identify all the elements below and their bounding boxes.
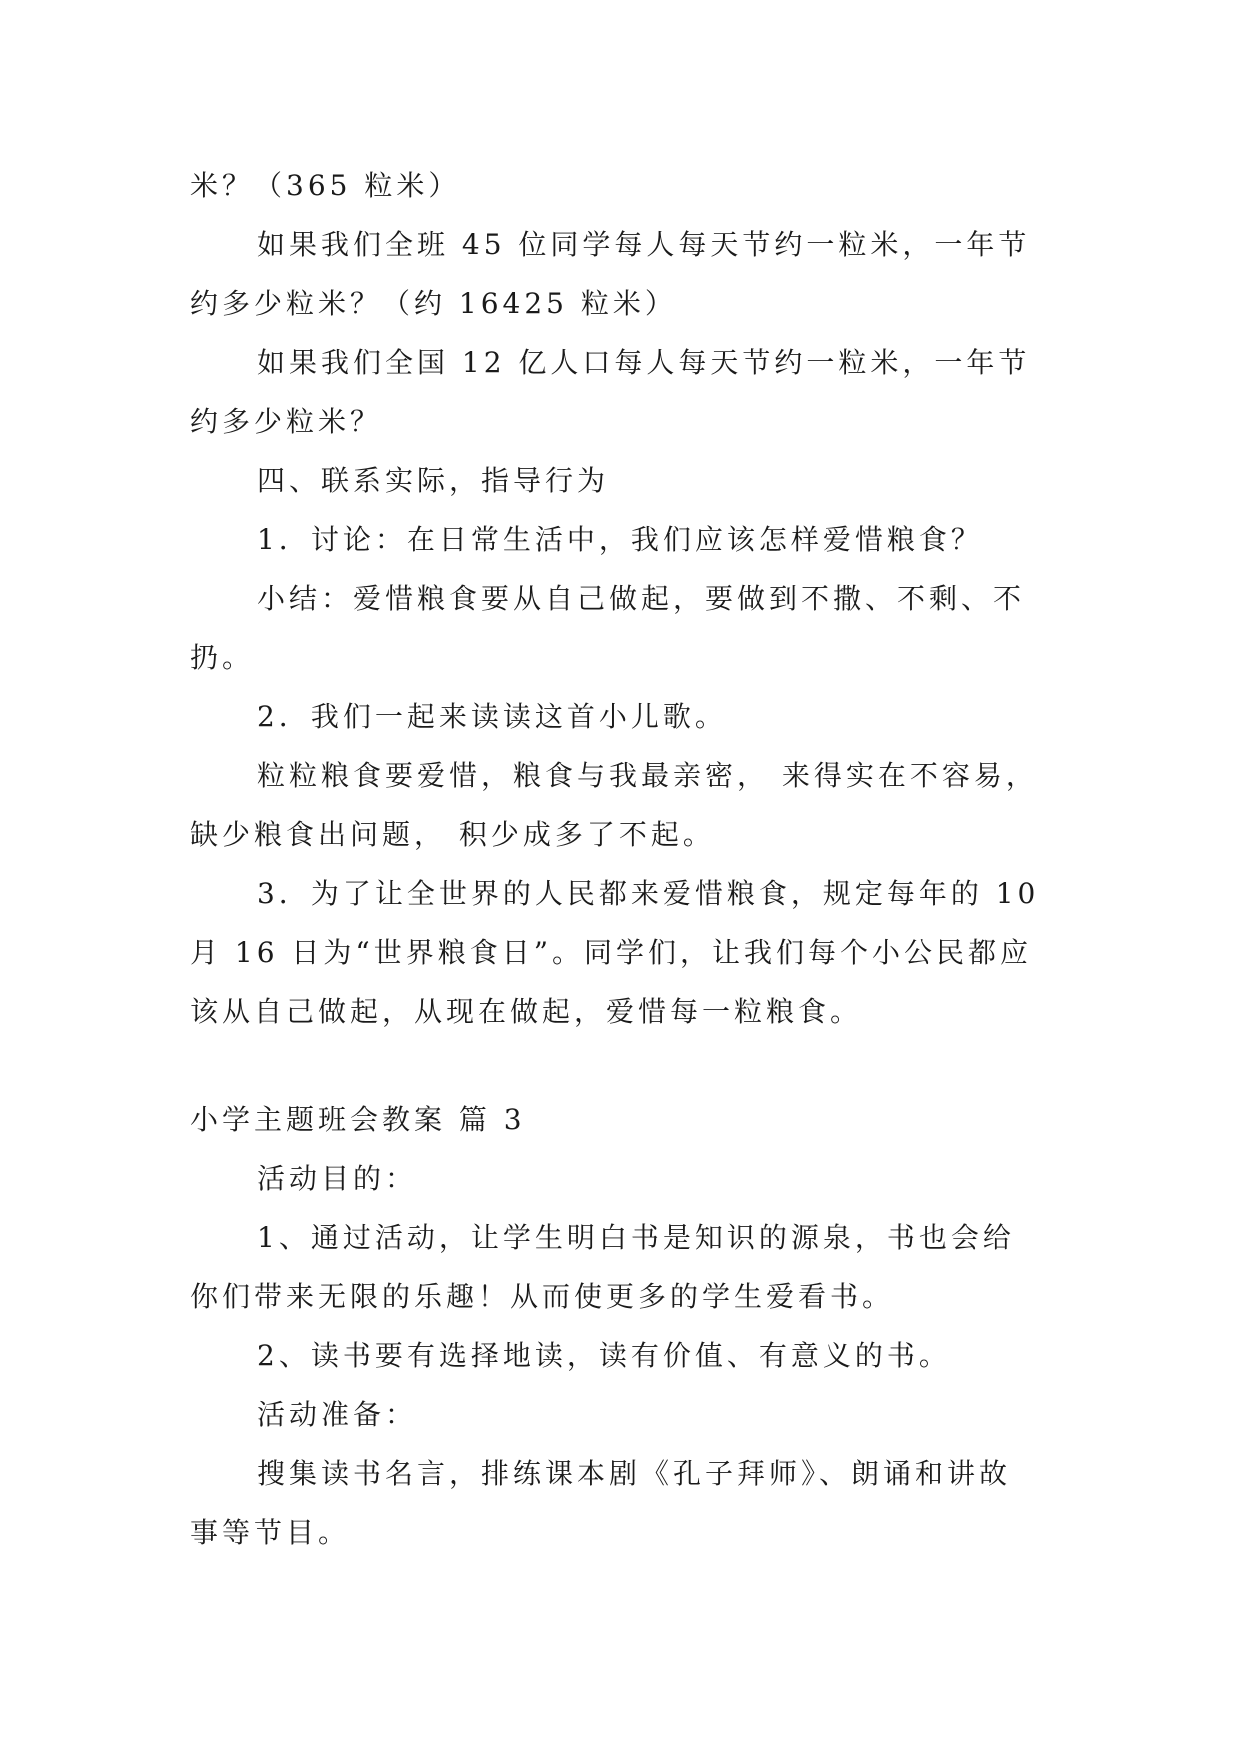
paragraph-line: 2．我们一起来读读这首小儿歌。 (257, 700, 727, 733)
paragraph-line: 3．为了让全世界的人民都来爱惜粮食，规定每年的 10 (257, 877, 1040, 910)
section-heading: 活动目的： (257, 1162, 418, 1195)
text-line: 事等节目。 (190, 1516, 351, 1549)
text-line: 扔。 (190, 641, 255, 674)
text-line: 该从自己做起，从现在做起，爱惜每一粒粮食。 (190, 995, 863, 1028)
paragraph-line: 搜集读书名言，排练课本剧《孔子拜师》、朗诵和讲故 (257, 1457, 1012, 1490)
poem-line: 缺少粮食出问题， 积少成多了不起。 (190, 818, 715, 851)
paragraph-line: 2、读书要有选择地读，读有价值、有意义的书。 (257, 1339, 951, 1372)
text-line: 月 16 日为“世界粮食日”。同学们，让我们每个小公民都应 (190, 936, 1033, 969)
text-line: 约多少粒米？ (190, 405, 383, 438)
paragraph-line: 1、通过活动，让学生明白书是知识的源泉，书也会给 (257, 1221, 1015, 1254)
section-title: 小学主题班会教案 篇 3 (190, 1103, 526, 1136)
paragraph-line: 如果我们全国 12 亿人口每人每天节约一粒米，一年节 (257, 346, 1031, 379)
text-line: 米？（365 粒米） (190, 169, 461, 202)
paragraph-line: 1．讨论：在日常生活中，我们应该怎样爱惜粮食？ (257, 523, 983, 556)
text-line: 约多少粒米？（约 16425 粒米） (190, 287, 677, 320)
poem-line: 粒粒粮食要爱惜，粮食与我最亲密， 来得实在不容易， (257, 759, 1038, 792)
paragraph-line: 小结：爱惜粮食要从自己做起，要做到不撒、不剩、不 (257, 582, 1026, 615)
paragraph-line: 如果我们全班 45 位同学每人每天节约一粒米，一年节 (257, 228, 1031, 261)
section-heading: 四、联系实际，指导行为 (257, 464, 610, 497)
section-heading: 活动准备： (257, 1398, 418, 1431)
text-line: 你们带来无限的乐趣！从而使更多的学生爱看书。 (190, 1280, 895, 1313)
